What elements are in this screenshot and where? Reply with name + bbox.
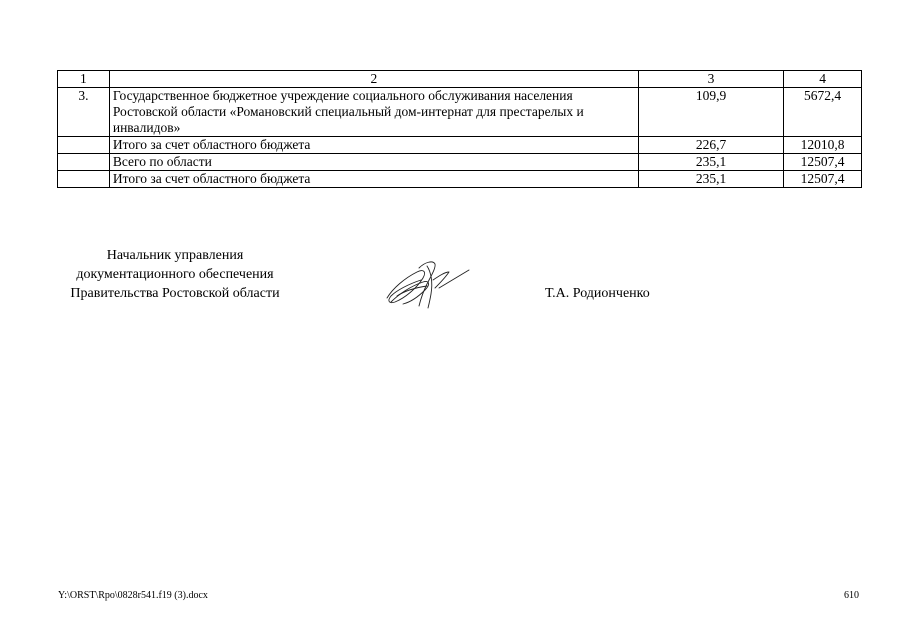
page-number: 610 [844, 590, 859, 601]
row-number: 3. [58, 88, 110, 137]
signer-name: Т.А. Родионченко [545, 286, 650, 301]
row-value-3: 226,7 [638, 137, 783, 154]
signer-title [50, 246, 300, 303]
row-value-3: 235,1 [638, 171, 783, 188]
row-value-3: 109,9 [638, 88, 783, 137]
row-value-4: 12507,4 [784, 154, 862, 171]
row-value-3: 235,1 [638, 154, 783, 171]
header-cell-3: 3 [638, 71, 783, 88]
row-value-4: 12010,8 [784, 137, 862, 154]
table-header-row [58, 71, 862, 88]
signer-title-line: Правительства Ростовской области [70, 286, 280, 301]
row-number [58, 137, 110, 154]
signer-title-line: документационного обеспечения [76, 267, 274, 282]
file-path: Y:\ORST\Rpo\0828r541.f19 (3).docx [58, 590, 208, 601]
table-row [58, 137, 862, 154]
signer-title-line: Начальник управления [106, 248, 244, 263]
row-value-4: 5672,4 [784, 88, 862, 137]
header-cell-4: 4 [784, 71, 862, 88]
table-row [58, 88, 862, 137]
row-number [58, 171, 110, 188]
row-number [58, 154, 110, 171]
row-name: Итого за счет областного бюджета [109, 137, 638, 154]
table-row [58, 154, 862, 171]
budget-table [57, 70, 862, 188]
row-name: Всего по области [109, 154, 638, 171]
row-value-4: 12507,4 [784, 171, 862, 188]
row-name: Итого за счет областного бюджета [109, 171, 638, 188]
header-cell-1: 1 [58, 71, 110, 88]
table-row [58, 171, 862, 188]
handwritten-signature-icon [383, 258, 473, 310]
header-cell-2: 2 [109, 71, 638, 88]
row-name: Государственное бюджетное учреждение социального обслуживания населения Ростовской области «Романовский специальный дом-интернат для престарелых и инвалидов» [109, 88, 638, 137]
